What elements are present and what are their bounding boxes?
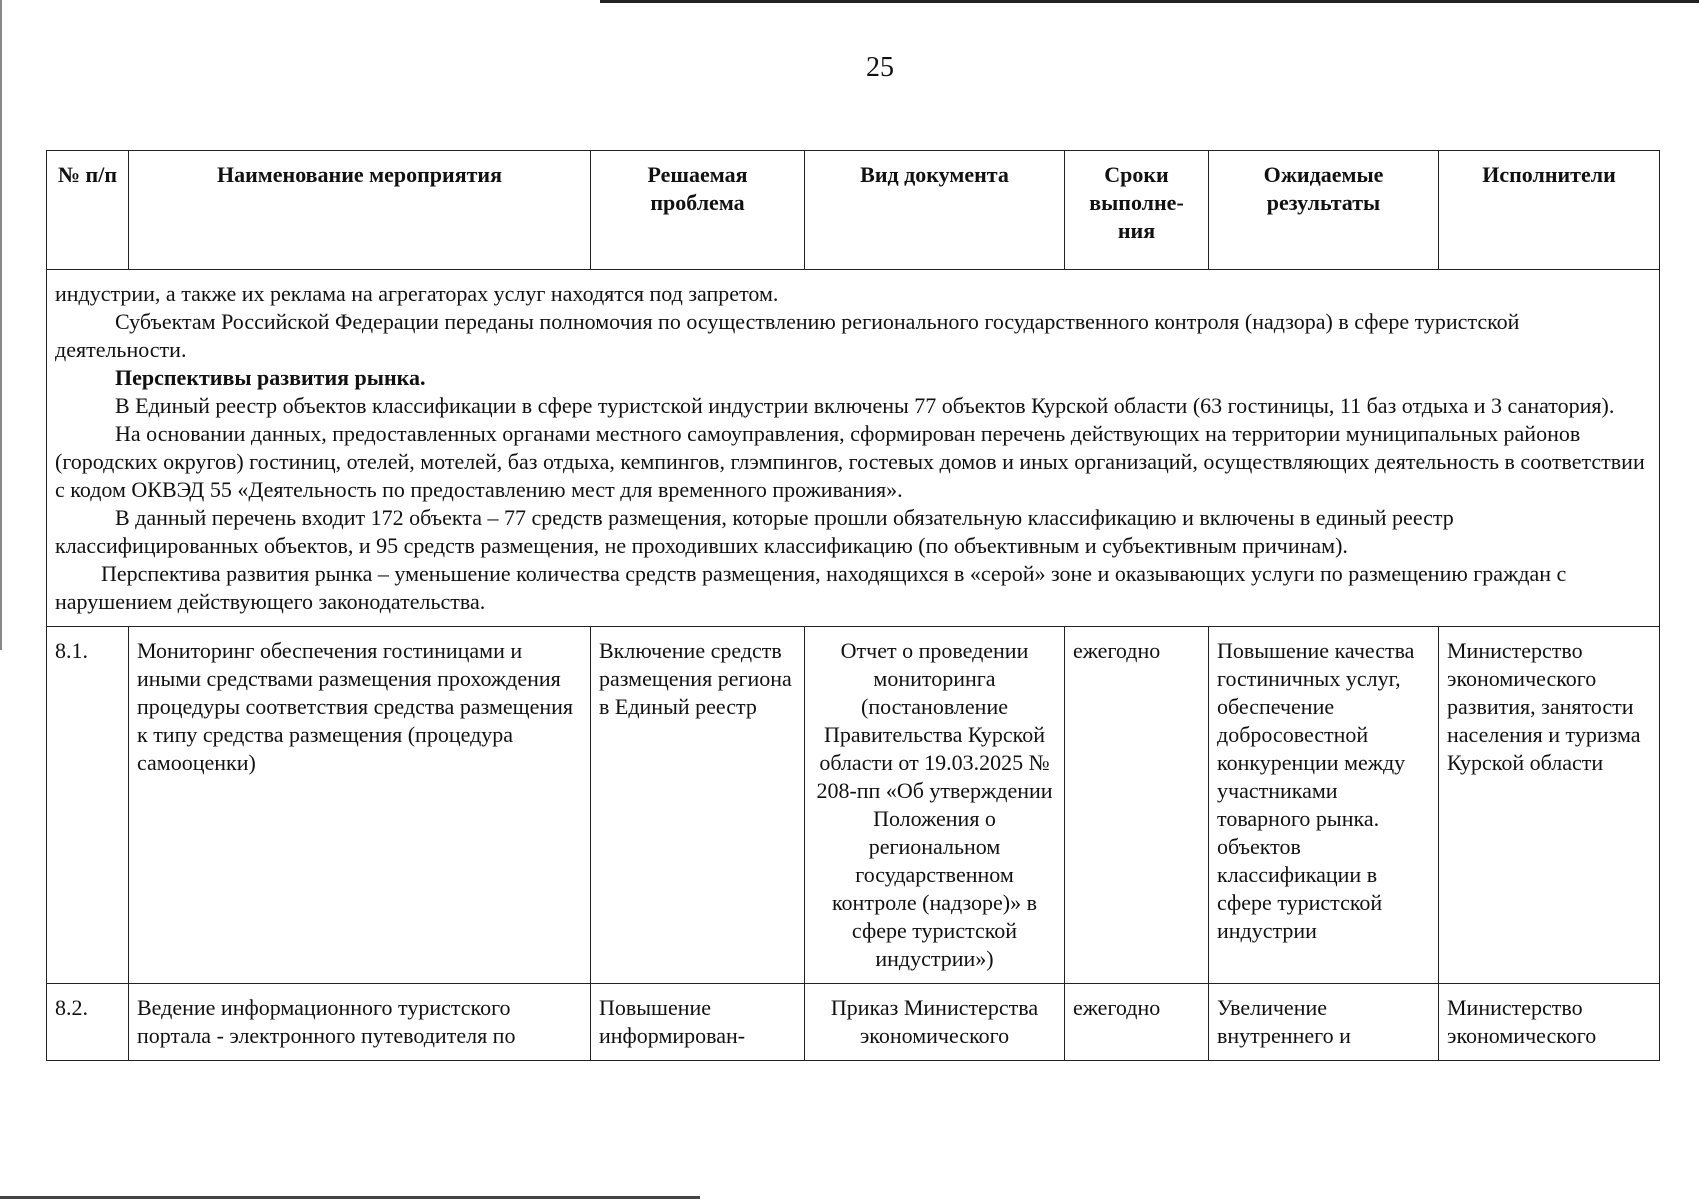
row-results: Повышение качества гостиничных услуг, обеспечение добросовестной конкуренции между участниками товарного рынка. объектов классификации в сфере туристской индустрии	[1209, 627, 1439, 984]
narrative-row	[47, 270, 1660, 627]
header-name: Наименование мероприятия	[129, 151, 591, 270]
row-executors: Министерство экономического развития, занятости населения и туризма Курской области	[1439, 627, 1660, 984]
scan-edge-bottom	[0, 1196, 700, 1199]
row-name: Мониторинг обеспечения гостиницами и иными средствами размещения прохождения процедуры соответствия средства размещения к типу средства размещения (процедура самооценки)	[129, 627, 591, 984]
narrative-paragraph: Субъектам Российской Федерации переданы полномочия по осуществлению регионального государственного контроля (надзора) в сфере туристской деятельности.	[55, 309, 1520, 362]
header-number: № п/п	[47, 151, 129, 270]
narrative-paragraph: Перспектива развития рынка – уменьшение количества средств размещения, находящихся в «серой» зоне и оказывающих услуги по размещению граждан с нарушением действующего законодательства.	[55, 561, 1567, 614]
table-header-row	[47, 151, 1660, 270]
row-number: 8.2.	[47, 984, 129, 1061]
narrative-paragraph: В данный перечень входит 172 объекта – 77 средств размещения, которые прошли обязательную классификацию и включены в единый реестр классифицированных объектов, и 95 средств размещения, не проходивших классификацию (по объективным и субъективным причинам).	[55, 505, 1454, 558]
narrative-heading: Перспективы развития рынка.	[115, 365, 426, 390]
table-row	[47, 984, 1660, 1061]
measures-table	[46, 150, 1660, 1061]
header-executors: Исполнители	[1439, 151, 1660, 270]
row-document: Отчет о проведении мониторинга (постановление Правительства Курской области от 19.03.2025 № 208-пп «Об утверждении Положения о региональном государственном контроле (надзоре)» в сфере туристской индустрии»)	[805, 627, 1065, 984]
header-deadline: Сроки выполне-ния	[1065, 151, 1209, 270]
row-executors: Министерство экономического	[1439, 984, 1660, 1061]
header-document: Вид документа	[805, 151, 1065, 270]
narrative-cell	[47, 270, 1660, 627]
narrative-paragraph: В Единый реестр объектов классификации в сфере туристской индустрии включены 77 объектов Курской области (63 гостиницы, 11 баз отдыха и 3 санатория).	[115, 393, 1615, 418]
header-problem: Решаемая проблема	[591, 151, 805, 270]
page-number: 25	[866, 52, 894, 83]
narrative-paragraph: На основании данных, предоставленных органами местного самоуправления, сформирован перечень действующих на территории муниципальных районов (городских округов) гостиниц, отелей, мотелей, баз отдыха, кемпингов, глэмпингов, гостевых домов и иных организаций, осуществляющих деятельность в соответствии с кодом ОКВЭД 55 «Деятельность по предоставлению мест для временного проживания».	[55, 421, 1645, 502]
scan-edge-left	[0, 0, 2, 650]
narrative-paragraph: индустрии, а также их реклама на агрегаторах услуг находятся под запретом.	[55, 281, 779, 306]
row-name: Ведение информационного туристского портала - электронного путеводителя по	[129, 984, 591, 1061]
scan-edge-top	[600, 0, 1699, 3]
row-problem: Повышение информирован-	[591, 984, 805, 1061]
row-number: 8.1.	[47, 627, 129, 984]
table-row	[47, 627, 1660, 984]
header-results: Ожидаемые результаты	[1209, 151, 1439, 270]
row-document: Приказ Министерства экономического	[805, 984, 1065, 1061]
row-deadline: ежегодно	[1065, 627, 1209, 984]
row-results: Увеличение внутреннего и	[1209, 984, 1439, 1061]
row-deadline: ежегодно	[1065, 984, 1209, 1061]
row-problem: Включение средств размещения региона в Единый реестр	[591, 627, 805, 984]
